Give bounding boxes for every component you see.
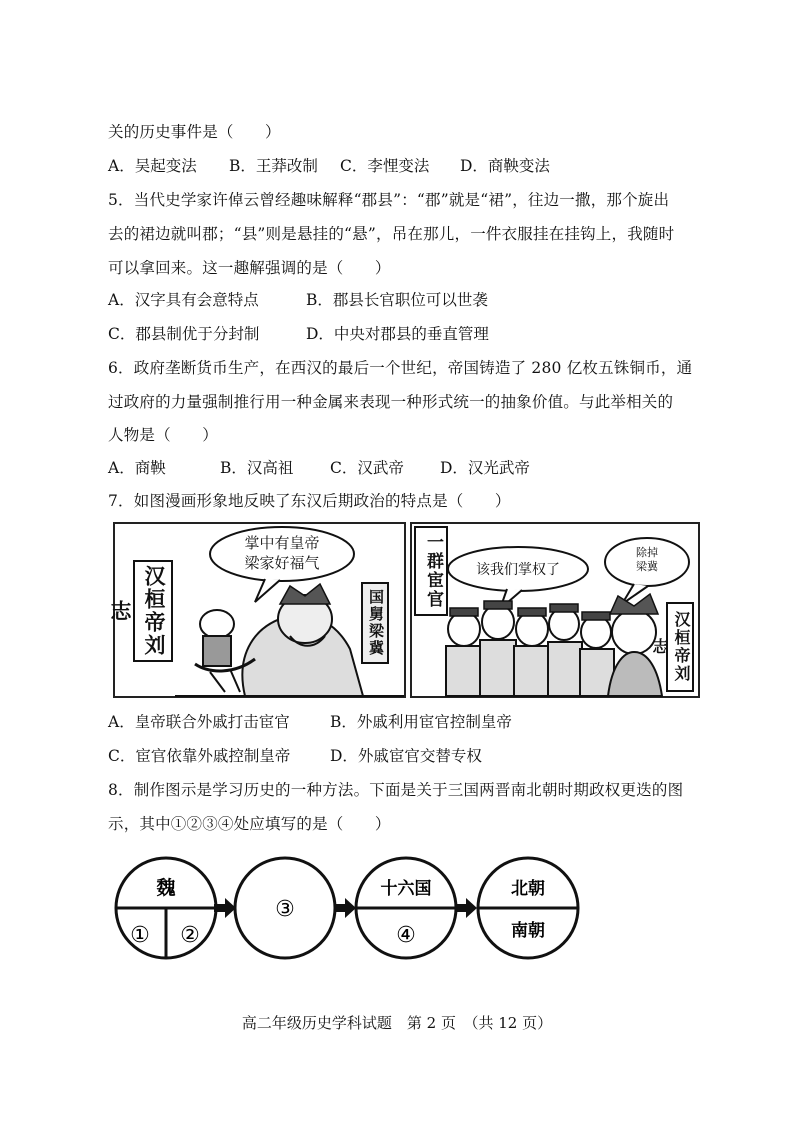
- q4-option-b[interactable]: B．王莽改制: [229, 157, 318, 175]
- blank-3: ③: [275, 897, 295, 922]
- circle-wei: [110, 858, 222, 960]
- q4-option-d[interactable]: D．商鞅变法: [460, 157, 550, 175]
- page-footer: 高二年级历史学科试题 第 2 页 （共 12 页）: [241, 1014, 553, 1032]
- q6-stem-line1: 6．政府垄断货币生产，在西汉的最后一个世纪，帝国铸造了 280 亿枚五铢铜币，通: [108, 359, 693, 377]
- small-bubble-line1: 除掉: [636, 546, 658, 559]
- q6-stem-line3: 人物是（ ）: [108, 426, 218, 444]
- arrow-right-icon: [334, 898, 356, 918]
- left-bubble-line2: 梁家好福气: [244, 554, 320, 572]
- q5-option-d[interactable]: D．中央对郡县的垂直管理: [306, 325, 489, 343]
- q5-stem-line1: 5．当代史学家许倬云曾经趣味解释“郡县”：“郡”就是“裙”，往边一撒，那个旋出: [108, 191, 670, 209]
- q7-options-row2: [108, 744, 482, 766]
- q6-options: [108, 456, 530, 478]
- left-bubble-line1: 掌中有皇帝: [244, 534, 320, 552]
- northern-dynasties-label: 北朝: [511, 879, 545, 899]
- q6-option-a[interactable]: A．商鞅: [108, 459, 166, 477]
- q7-option-d[interactable]: D．外戚宦官交替专权: [330, 747, 482, 765]
- q5-options-row2: [108, 322, 489, 344]
- q7-option-c[interactable]: C．宦官依靠外戚控制皇帝: [108, 747, 291, 765]
- q4-option-c[interactable]: C．李悝变法: [340, 157, 430, 175]
- q7-option-b[interactable]: B．外戚利用宦官控制皇帝: [330, 713, 512, 731]
- blank-1: ①: [130, 923, 150, 948]
- circle-sixteen-kingdoms: [350, 858, 462, 958]
- small-bubble-line2: 梁冀: [636, 560, 658, 573]
- circle-blank-3: [235, 858, 335, 958]
- q5-option-c[interactable]: C．郡县制优于分封制: [108, 325, 260, 343]
- q5-stem-line3: 可以拿回来。这一趣解强调的是（ ）: [108, 259, 391, 277]
- right-speech-bubble: 该我们掌权了: [476, 562, 560, 578]
- arrow-right-icon: [214, 898, 236, 918]
- q7-options-row1: [108, 710, 512, 732]
- q8-stem-line1: 8．制作图示是学习历史的一种方法。下面是关于三国两晋南北朝时期政权更迭的图: [108, 781, 684, 799]
- comic-right-panel: [410, 522, 700, 698]
- q4-option-a[interactable]: A．吴起变法: [108, 157, 197, 175]
- q5-stem-line2: 去的裙边就叫郡；“县”则是悬挂的“悬”，吊在那儿，一件衣服挂在挂钩上，我随时: [108, 225, 675, 243]
- arrow-right-icon: [455, 898, 477, 918]
- q6-stem-line2: 过政府的力量强制推行用一种金属来表现一种形式统一的抽象价值。与此举相关的: [108, 393, 674, 411]
- small-speech-bubble: [624, 546, 670, 574]
- southern-dynasties-label: 南朝: [511, 921, 545, 941]
- circle-northern-southern: [472, 858, 584, 958]
- q8-stem-line2: 示，其中①②③④处应填写的是（ ）: [108, 815, 391, 833]
- wei-label: 魏: [156, 877, 176, 899]
- regime-change-diagram: [0, 848, 794, 978]
- q5-option-a[interactable]: A．汉字具有会意特点: [108, 291, 259, 309]
- q5-options-row1: [108, 288, 488, 310]
- label-emperor-liu-zhi-left: 汉桓帝刘志: [133, 560, 173, 662]
- q4-stem-tail: 关的历史事件是（ ）: [108, 123, 281, 141]
- left-speech-bubble: [225, 533, 339, 573]
- q4-options: [108, 154, 550, 176]
- label-liang-ji: 国舅梁冀: [361, 582, 389, 664]
- blank-2: ②: [180, 923, 200, 948]
- q6-option-d[interactable]: D．汉光武帝: [440, 459, 530, 477]
- q7-stem: 7．如图漫画形象地反映了东汉后期政治的特点是（ ）: [108, 492, 511, 510]
- q6-option-c[interactable]: C．汉武帝: [330, 459, 404, 477]
- q6-option-b[interactable]: B．汉高祖: [220, 459, 294, 477]
- sixteen-kingdoms-label: 十六国: [380, 879, 432, 899]
- label-eunuch-group: 一群宦官: [414, 526, 448, 616]
- q7-option-a[interactable]: A．皇帝联合外戚打击宦官: [108, 713, 290, 731]
- label-emperor-liu-zhi-right: 汉桓帝刘志: [666, 602, 694, 692]
- q5-option-b[interactable]: B．郡县长官职位可以世袭: [306, 291, 488, 309]
- comic-left-panel: [108, 522, 406, 698]
- blank-4: ④: [396, 923, 416, 948]
